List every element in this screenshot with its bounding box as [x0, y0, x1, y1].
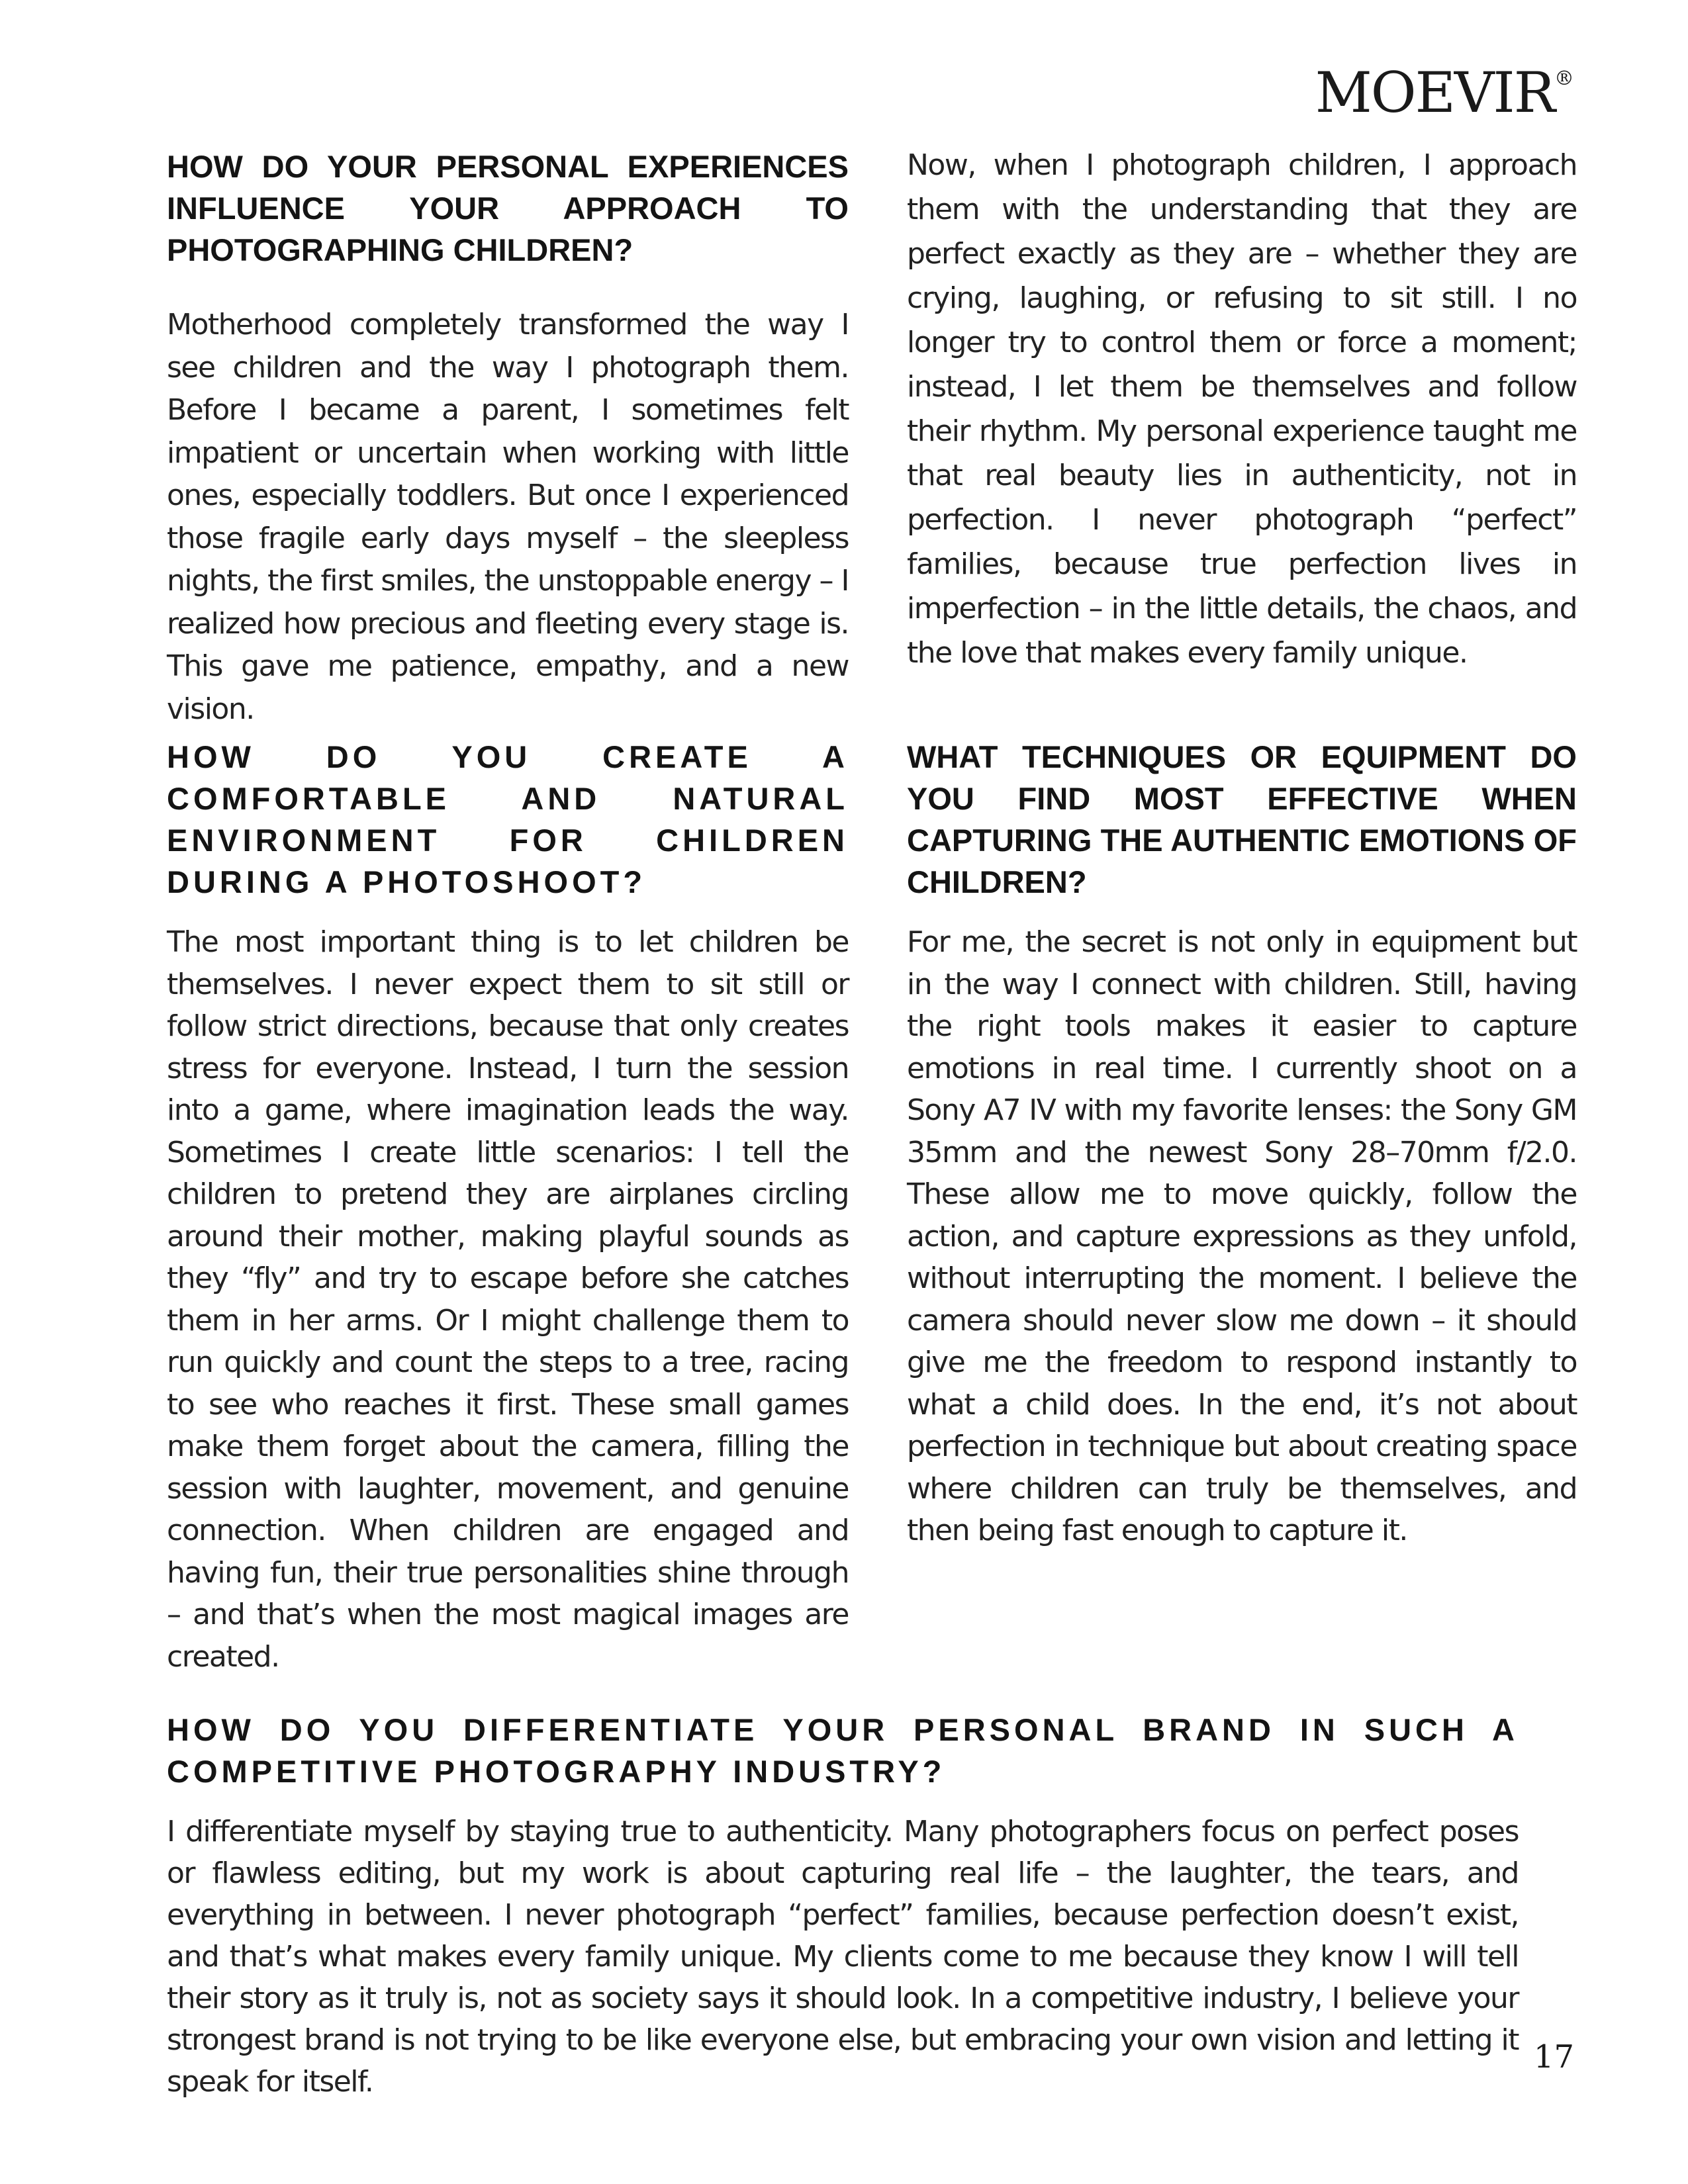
answer-paragraph: For me, the secret is not only in equipment but in the way I connect with children. Still, having the right tools makes it easier to capture emotions in real time. I currently shoot on a Sony A7 IV with my favorite lenses: the Sony GM 35mm and the newest Sony 28–70mm f/2.0. These allow me to move quickly, follow the action, and capture expressions as they unfold, without interrupting the moment. I believe the camera should never slow me down – it should give me the freedom to respond instantly to what a child does. In the end, it’s not about perfection in technique but about creating space where children can truly be themselves, and then being fast enough to capture it.: [907, 925, 1577, 1547]
question-heading: HOW DO YOU CREATE A COMFORTABLE AND NATURAL ENVIRONMENT FOR CHILDREN DURING A PHOTOSHOOT?: [167, 739, 849, 899]
answer-paragraph: Now, when I photograph children, I approach them with the understanding that they are perfect exactly as they are – whether they are crying, laughing, or refusing to sit still. I no longer try to control them or force a moment; instead, I let them be themselves and follow their rhythm. My personal experience taught me that real beauty lies in authenticity, not in perfection. I never photograph “perfect” families, because true perfection lives in imperfection – in the little details, the chaos, and the love that makes every family unique.: [907, 148, 1577, 670]
question-heading: HOW DO YOUR PERSONAL EXPERIENCES INFLUENCE YOUR APPROACH TO PHOTOGRAPHING CHILDREN?: [167, 149, 849, 267]
section-comfortable-environment: [167, 736, 849, 1678]
section-personal-brand: [167, 1709, 1519, 2103]
question-heading: HOW DO YOU DIFFERENTIATE YOUR PERSONAL BRAND IN SUCH A COMPETITIVE PHOTOGRAPHY INDUSTRY?: [167, 1712, 1519, 1789]
section-personal-experiences: [167, 146, 849, 731]
brand-name: MOEVIR: [1315, 60, 1554, 125]
section-techniques-equipment: [907, 736, 1577, 1552]
registered-mark: ®: [1554, 67, 1574, 90]
section-personal-experiences-continued: [907, 143, 1577, 675]
answer-paragraph: I differentiate myself by staying true to authenticity. Many photographers focus on perfect poses or flawless editing, but my work is about capturing real life – the laughter, the tears, and everything in between. I never photograph “perfect” families, because perfection doesn’t exist, and that’s what makes every family unique. My clients come to me because they know I will tell their story as it truly is, not as society says it should look. In a competitive industry, I believe your strongest brand is not trying to be like everyone else, but embracing your own vision and letting it speak for itself.: [167, 1815, 1519, 2099]
answer-paragraph: Motherhood completely transformed the way I see children and the way I photograph them. Before I became a parent, I sometimes felt impatient or uncertain when working with little ones, especially toddlers. But once I experienced those fragile early days myself – the sleepless nights, the first smiles, the unstoppable energy – I realized how precious and fleeting every stage is. This gave me patience, empathy, and a new vision.: [167, 308, 849, 726]
question-heading: WHAT TECHNIQUES OR EQUIPMENT DO YOU FIND MOST EFFECTIVE WHEN CAPTURING THE AUTHENTIC EMOTIONS OF CHILDREN?: [907, 739, 1577, 899]
brand-logo: [1315, 60, 1574, 125]
page-number: 17: [1533, 2038, 1574, 2075]
answer-paragraph: The most important thing is to let children be themselves. I never expect them to sit still or follow strict directions, because that only creates stress for everyone. Instead, I turn the session into a game, where imagination leads the way. Sometimes I create little scenarios: I tell the children to pretend they are airplanes circling around their mother, making playful sounds as they “fly” and try to escape before she catches them in her arms. Or I might challenge them to run quickly and count the steps to a tree, racing to see who reaches it first. These small games make them forget about the camera, filling the session with laughter, movement, and genuine connection. When children are engaged and having fun, their true personalities shine through – and that’s when the most magical images are created.: [167, 925, 849, 1674]
